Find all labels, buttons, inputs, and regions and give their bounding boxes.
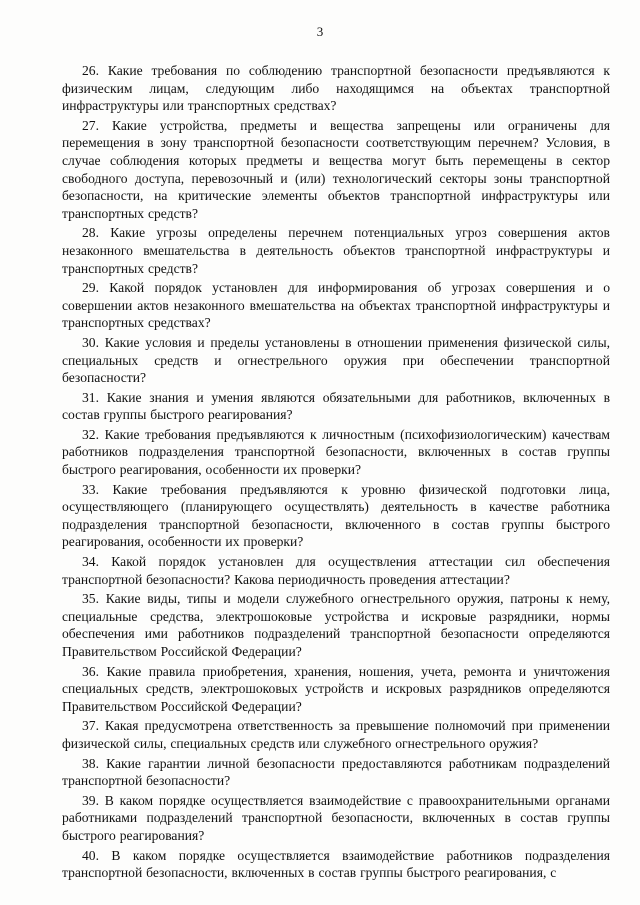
question-item <box>62 755 610 790</box>
page-number: 3 <box>316 24 324 39</box>
question-text: Какие правила приобретения, хранения, ношения, учета, ремонта и уничтожения специальных средств, электрошоковых устройств и искровых разрядников определяются Правительством Российской Федерации? <box>62 663 610 714</box>
question-text: Какие требования предъявляются к уровню физической подготовки лица, осуществляющего (планирующего осуществлять) деятельность в качестве работника подразделения транспортной безопасности, включенного в состав группы быстрого реагирования, особенности их проверки? <box>62 481 610 550</box>
question-item <box>62 389 610 424</box>
question-number: 28. <box>82 225 99 241</box>
question-item <box>62 62 610 115</box>
question-number: 39. <box>82 792 99 808</box>
question-text: Какие требования предъявляются к личностным (психофизиологическим) качествам работников подразделения транспортной безопасности, включенных в состав группы быстрого реагирования, особенности их проверки? <box>62 426 610 478</box>
question-list <box>62 62 610 884</box>
question-text: Какие гарантии личной безопасности предоставляются работникам подразделений транспортной безопасности? <box>62 755 610 789</box>
question-text: В каком порядке осуществляется взаимодействие работников подразделения транспортной безопасности, включенных в состав группы быстрого реагирования, с <box>62 847 610 881</box>
question-number: 26. <box>82 63 99 78</box>
question-item <box>62 426 610 479</box>
question-item <box>62 847 610 882</box>
question-item <box>62 792 610 845</box>
question-item <box>62 279 610 332</box>
question-text: Какой порядок установлен для осуществления аттестации сил обеспечения транспортной безопасности? Какова периодичность проведения аттестации? <box>62 554 610 587</box>
question-item <box>62 590 610 660</box>
question-number: 40. <box>82 847 99 863</box>
question-number: 38. <box>82 755 99 771</box>
question-number: 37. <box>82 718 99 734</box>
question-number: 35. <box>82 591 99 607</box>
question-text: Какой порядок установлен для информирования об угрозах совершения и о совершении актов незаконного вмешательства на объектах транспортной инфраструктуры и транспортных средствах? <box>62 280 610 331</box>
question-number: 34. <box>82 554 99 570</box>
question-number: 31. <box>82 389 99 405</box>
question-number: 27. <box>82 117 99 133</box>
question-item <box>62 663 610 716</box>
question-text: Какие угрозы определены перечнем потенциальных угроз совершения актов незаконного вмешательства в деятельность объектов транспортной инфраструктуры и транспортных средств? <box>62 225 610 276</box>
question-number: 30. <box>82 334 99 350</box>
question-item <box>62 717 610 752</box>
question-text: Какие устройства, предметы и вещества запрещены или ограничены для перемещения в зону транспортной безопасности соответствующим перечнем? Условия, в случае соблюдения которых предметы и вещества могут быть перемещены в сектор свободного доступа, перевозочный и (или) технологический секторы зоны транспортной безопасности, на критические элементы объектов транспортной инфраструктуры или транспортных средств? <box>62 117 610 221</box>
question-text: Какие условия и пределы установлены в отношении применения физической силы, специальных средств и огнестрельного оружия при обеспечении транспортной безопасности? <box>62 334 610 386</box>
question-item <box>62 334 610 387</box>
question-text: В каком порядке осуществляется взаимодействие с правоохранительными органами работниками подразделений транспортной безопасности, включенных в состав группы быстрого реагирования? <box>62 792 610 843</box>
question-item <box>62 117 610 223</box>
question-text: Какие виды, типы и модели служебного огнестрельного оружия, патроны к нему, специальные средства, электрошоковые устройства и искровые разрядники, нормы обеспечения ими работников подразделений транспортной безопасности определяются Правительством Российской Федерации? <box>62 591 610 659</box>
question-number: 36. <box>82 663 99 679</box>
question-item <box>62 553 610 588</box>
question-text: Какая предусмотрена ответственность за превышение полномочий при применении физической силы, специальных средств или служебного огнестрельного оружия? <box>62 718 610 751</box>
question-number: 29. <box>82 280 99 296</box>
question-item <box>62 481 610 551</box>
question-text: Какие знания и умения являются обязательными для работников, включенных в состав группы быстрого реагирования? <box>62 389 610 423</box>
question-item <box>62 224 610 277</box>
question-number: 33. <box>82 481 99 497</box>
question-number: 32. <box>82 426 99 442</box>
question-text: Какие требования по соблюдению транспортной безопасности предъявляются к физическим лицам, следующим либо находящимся на объектах транспортной инфраструктуры или транспортных средствах? <box>62 63 610 114</box>
